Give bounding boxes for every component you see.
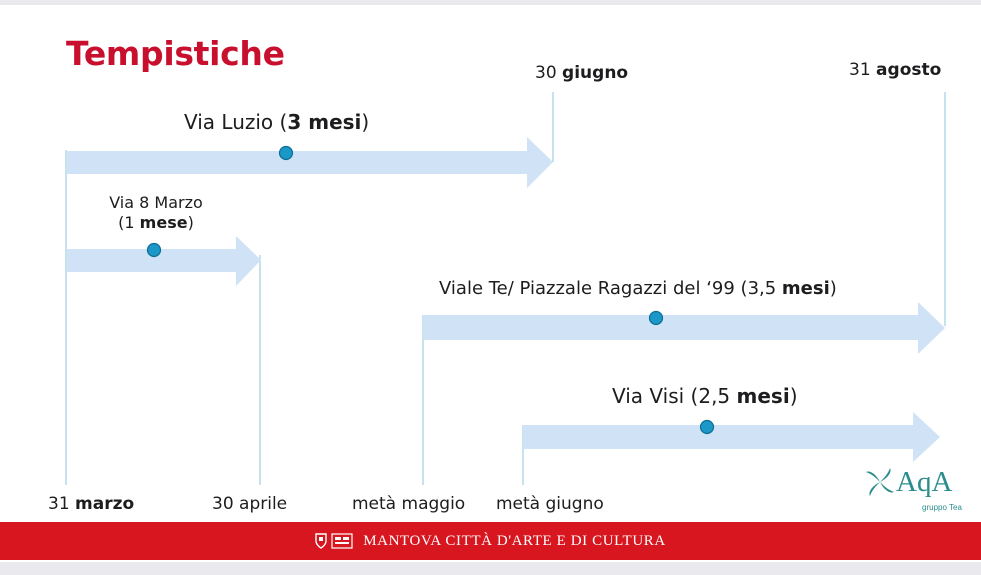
bottom-rule (0, 562, 981, 575)
label-viale-te (439, 278, 837, 299)
date-meta-maggio: metà maggio (352, 494, 466, 514)
pinwheel-icon (862, 464, 898, 500)
date-meta-giugno: metà giugno (496, 494, 604, 514)
bar-duration: 3 mesi (287, 110, 362, 134)
bar-duration: mesi (736, 384, 790, 408)
unesco-icon (331, 533, 353, 549)
footer-text: MANTOVA CITTÀ D'ARTE E DI CULTURA (363, 532, 666, 549)
bar-paren: ) (789, 384, 798, 408)
arrow-via-luzio (67, 137, 553, 188)
date-month: marzo (75, 494, 135, 514)
bar-duration: mesi (781, 278, 830, 299)
logo-wordmark: AqA (896, 466, 953, 498)
label-via-8-marzo (96, 193, 216, 233)
bar-duration-line (96, 213, 216, 233)
bar-name: Via Luzio ( (184, 110, 288, 134)
date-month: agosto (876, 60, 942, 80)
date-31-marzo (48, 494, 134, 514)
bar-name: Via 8 Marzo (109, 193, 203, 212)
aqa-logo (860, 462, 970, 517)
arrow-via-visi (523, 412, 940, 462)
bar-paren: ) (829, 278, 837, 299)
crest-icon (315, 533, 327, 549)
date-30-aprile: 30 aprile (212, 494, 288, 514)
label-via-luzio (184, 110, 369, 134)
date-day: 31 (849, 60, 871, 80)
date-31-agosto (849, 60, 941, 80)
date-day: 31 (48, 494, 70, 514)
bar-paren: (1 (118, 213, 140, 232)
city-emblem (315, 533, 353, 549)
marker-via-luzio (280, 147, 293, 160)
bar-name: Viale Te/ Piazzale Ragazzi del ‘99 (3,5 (439, 278, 782, 299)
logo-subtitle: gruppo Tea (922, 503, 962, 512)
marker-via-visi (701, 421, 714, 434)
bar-paren: ) (187, 213, 194, 232)
label-via-visi (612, 384, 798, 408)
bar-paren: ) (361, 110, 370, 134)
bar-duration: mese (139, 213, 188, 232)
date-30-giugno (535, 63, 628, 83)
slide-title: Tempistiche (66, 34, 285, 73)
date-day: 30 (535, 63, 557, 83)
arrow-via-8-marzo (67, 236, 261, 286)
marker-via-8-marzo (148, 244, 161, 257)
date-month: giugno (562, 63, 629, 83)
bar-name: Via Visi (2,5 (612, 384, 737, 408)
marker-viale-te (650, 312, 663, 325)
footer-band (0, 522, 981, 560)
arrow-viale-te (423, 302, 945, 354)
